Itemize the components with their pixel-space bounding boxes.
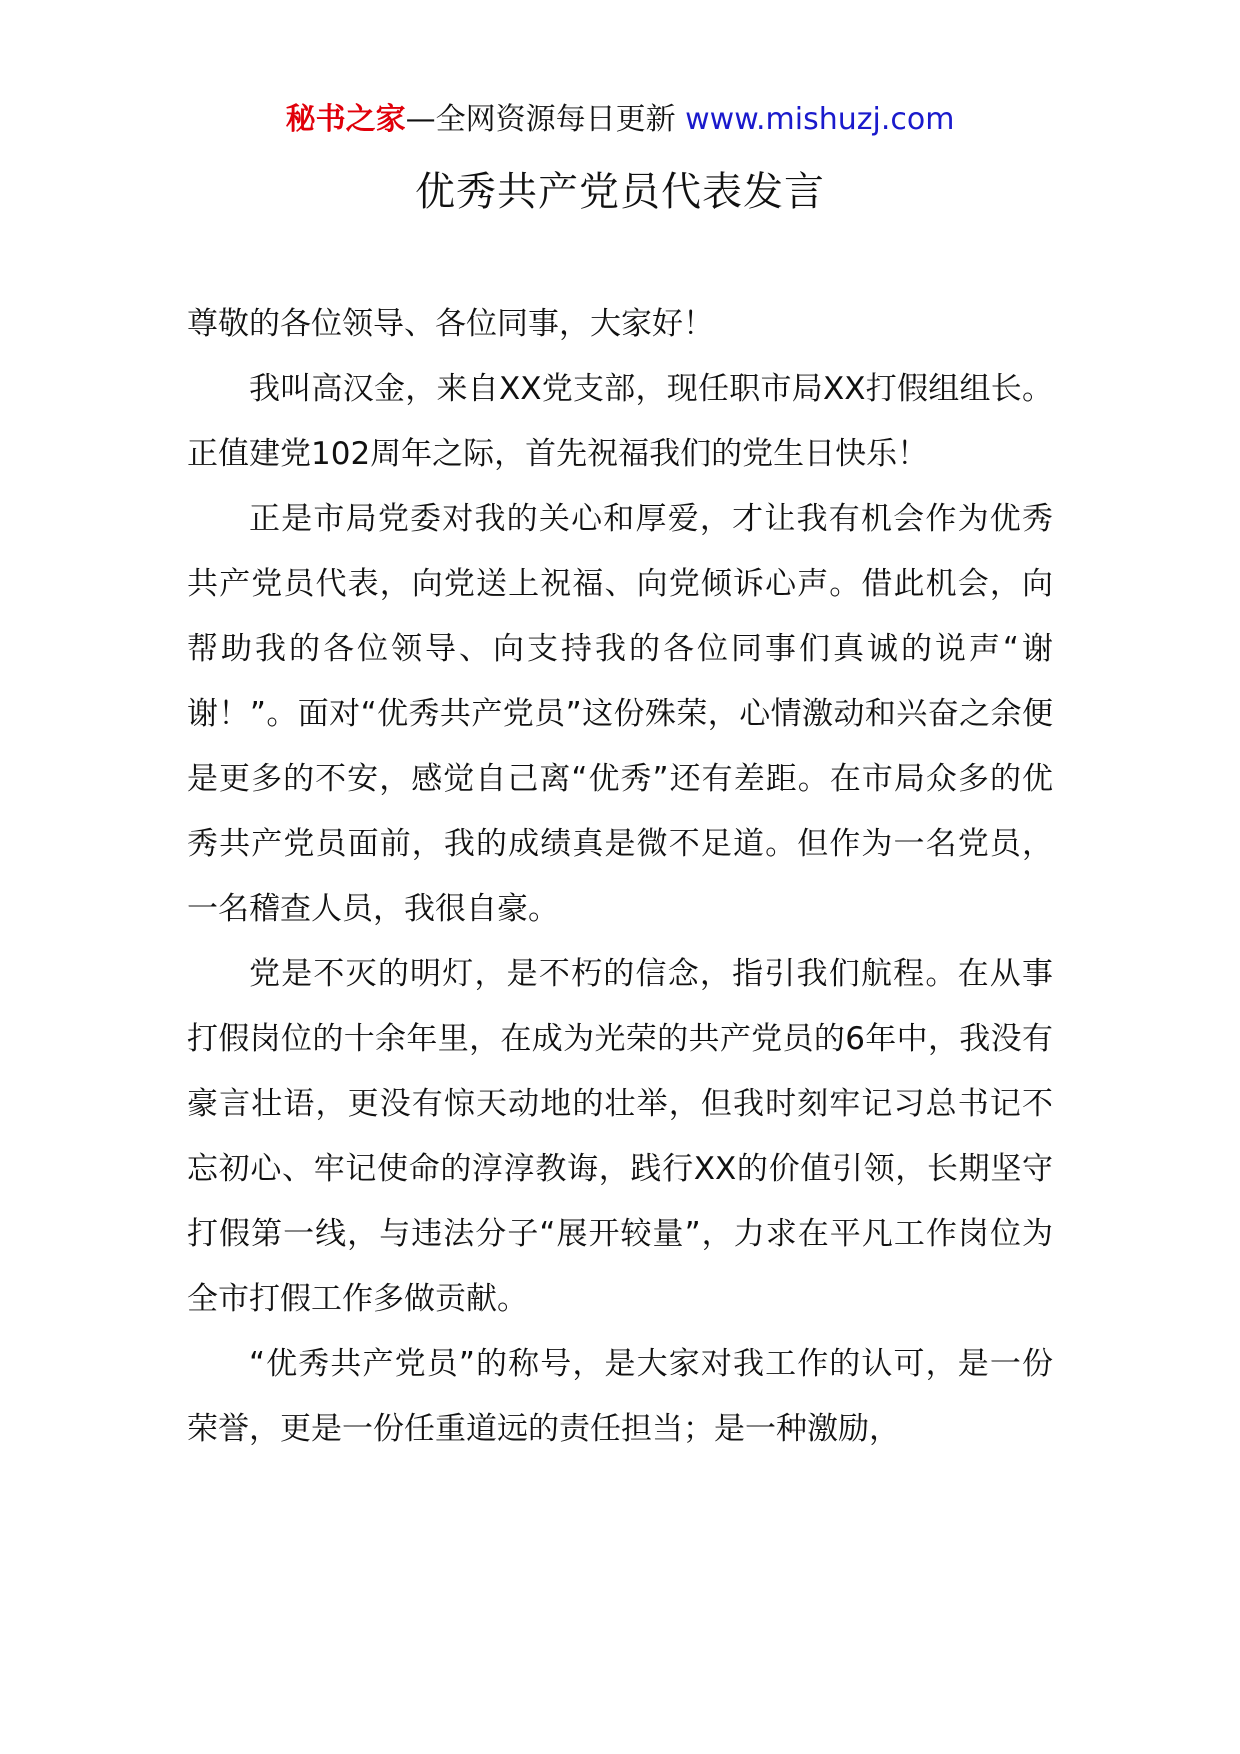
header-slogan: —全网资源每日更新 — [405, 102, 686, 137]
paragraph-4: “优秀共产党员”的称号，是大家对我工作的认可，是一份荣誉，更是一份任重道远的责任担当；是一种激励， — [187, 1346, 1053, 1447]
document-title: 优秀共产党员代表发言 — [415, 169, 825, 215]
paragraph-2: 正是市局党委对我的关心和厚爱，才让我有机会作为优秀共产党员代表，向党送上祝福、向党倾诉心声。借此机会，向帮助我的各位领导、向支持我的各位同事们真诚的说声“谢谢！”。面对“优秀共产党员”这份殊荣，心情激动和兴奋之余便是更多的不安，感觉自己离“优秀”还有差距。在市局众多的优秀共产党员面前，我的成绩真是微不足道。但作为一名党员，一名稽查人员，我很自豪。 — [187, 501, 1053, 927]
salutation: 尊敬的各位领导、各位同事，大家好！ — [187, 306, 714, 342]
brand-name: 秘书之家 — [285, 102, 406, 137]
paragraph-3: 党是不灭的明灯，是不朽的信念，指引我们航程。在从事打假岗位的十余年里，在成为光荣的共产党员的6年中，我没有豪言壮语，更没有惊天动地的壮举，但我时刻牢记习总书记不忘初心、牢记使命的淳淳教诲，践行XX的价值引领，长期坚守打假第一线，与违法分子“展开较量”，力求在平凡工作岗位为全市打假工作多做贡献。 — [187, 956, 1053, 1317]
paragraph-1: 我叫高汉金，来自XX党支部，现任职市局XX打假组组长。正值建党102周年之际，首先祝福我们的党生日快乐！ — [187, 371, 1053, 472]
site-url-link[interactable]: www.mishuzj.com — [685, 102, 955, 137]
site-header — [0, 100, 1240, 140]
document-body — [187, 292, 1053, 1462]
